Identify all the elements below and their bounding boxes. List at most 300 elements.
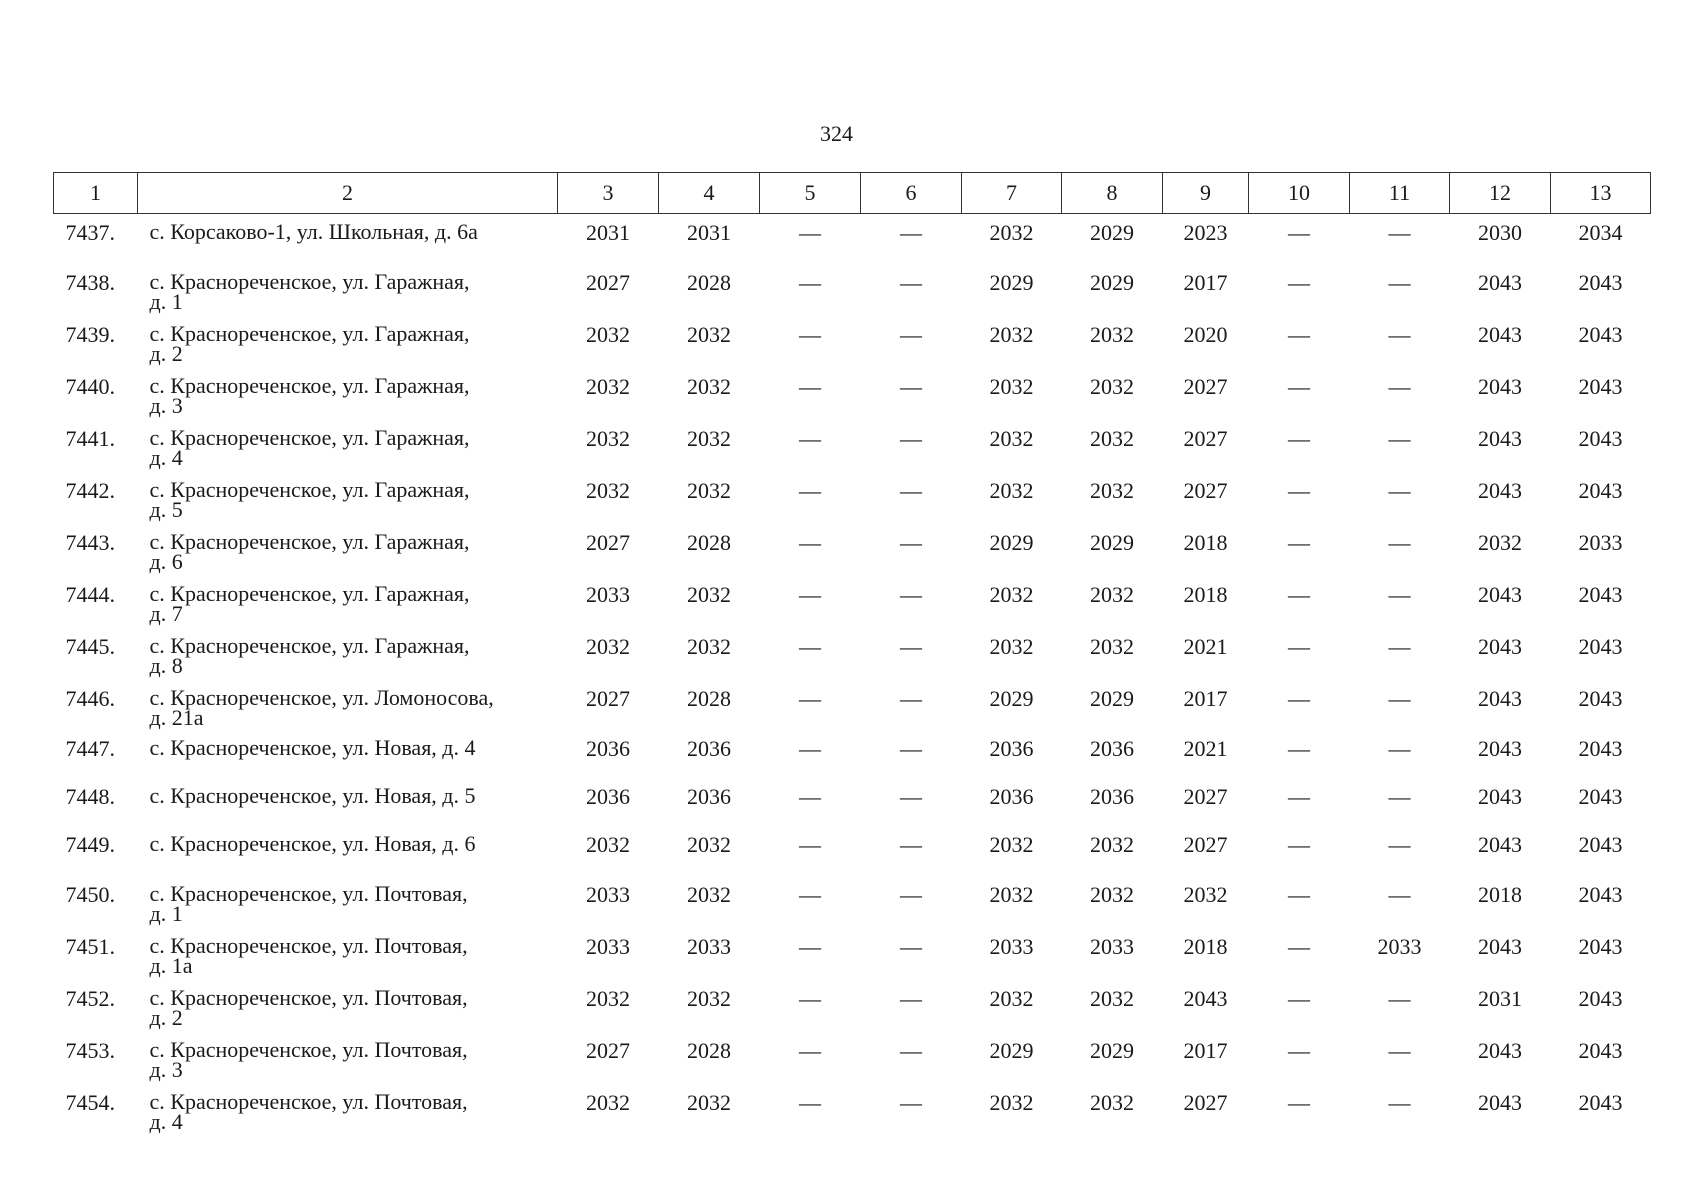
row-number: 7439.: [65, 322, 115, 347]
value-cell: 2027: [1183, 374, 1228, 399]
value-cell: 2032: [687, 832, 731, 857]
value-cell: 2032: [989, 634, 1034, 659]
value-cell: —: [799, 478, 821, 503]
value-cell: 2043: [1478, 374, 1522, 399]
column-header: 10: [1249, 173, 1350, 214]
value-cell: —: [799, 530, 821, 555]
address-line: д. 6: [149, 549, 183, 574]
value-cell: 2043: [1578, 882, 1623, 907]
row-number: 7448.: [65, 784, 115, 809]
table-row: [54, 470, 1651, 522]
address-line: с. Краснореченское, ул. Почтовая,: [149, 1089, 468, 1114]
address-cell: [138, 778, 558, 826]
value-cell: 2032: [1090, 582, 1134, 607]
column-header: 5: [760, 173, 861, 214]
value-cell: —: [799, 832, 821, 857]
value-cell: 2033: [1578, 530, 1623, 555]
value-cell: —: [1288, 530, 1310, 555]
value-cell: 2032: [1183, 882, 1228, 907]
value-cell: —: [900, 220, 922, 245]
value-cell: 2027: [586, 1038, 630, 1063]
value-cell: —: [1288, 882, 1310, 907]
value-cell: 2033: [586, 934, 630, 959]
value-cell: 2032: [586, 426, 630, 451]
address-cell: [138, 678, 558, 730]
address-line: д. 2: [149, 1005, 183, 1030]
column-header: 4: [659, 173, 760, 214]
value-cell: —: [1388, 220, 1411, 245]
value-cell: 2027: [1183, 784, 1228, 809]
table-row: [54, 678, 1651, 730]
address-line: с. Краснореченское, ул. Почтовая,: [149, 933, 468, 958]
address-line: с. Корсаково-1, ул. Школьная, д. 6а: [149, 219, 478, 244]
value-cell: 2028: [687, 686, 731, 711]
value-cell: —: [799, 426, 821, 451]
value-cell: —: [799, 882, 821, 907]
value-cell: —: [1288, 934, 1310, 959]
value-cell: 2043: [1578, 374, 1623, 399]
address-line: с. Краснореченское, ул. Гаражная,: [149, 321, 470, 346]
value-cell: 2017: [1183, 686, 1228, 711]
value-cell: 2043: [1578, 1038, 1623, 1063]
table-row: [54, 262, 1651, 314]
value-cell: 2033: [989, 934, 1034, 959]
column-header: 12: [1450, 173, 1551, 214]
row-number: 7443.: [65, 530, 115, 555]
address-cell: [138, 262, 558, 314]
value-cell: —: [799, 220, 821, 245]
value-cell: 2032: [989, 322, 1034, 347]
table-row: [54, 214, 1651, 263]
table-row: [54, 730, 1651, 778]
value-cell: 2032: [687, 478, 731, 503]
address-cell: [138, 522, 558, 574]
value-cell: —: [900, 582, 922, 607]
value-cell: 2032: [586, 322, 630, 347]
value-cell: 2032: [586, 832, 630, 857]
value-cell: 2018: [1183, 582, 1228, 607]
value-cell: 2036: [586, 784, 630, 809]
value-cell: —: [1288, 374, 1310, 399]
value-cell: 2027: [1183, 426, 1228, 451]
value-cell: 2032: [1090, 374, 1134, 399]
value-cell: 2036: [687, 736, 731, 761]
value-cell: —: [799, 374, 821, 399]
address-line: д. 1: [149, 901, 183, 926]
table-row: [54, 574, 1651, 626]
value-cell: —: [1288, 1090, 1310, 1115]
value-cell: 2020: [1183, 322, 1228, 347]
row-number: 7454.: [65, 1090, 115, 1115]
address-cell: [138, 1030, 558, 1082]
value-cell: 2032: [989, 374, 1034, 399]
value-cell: 2028: [687, 530, 731, 555]
address-line: д. 1: [149, 289, 183, 314]
column-header: 9: [1163, 173, 1249, 214]
value-cell: —: [1388, 1090, 1411, 1115]
value-cell: 2029: [1090, 686, 1134, 711]
value-cell: 2031: [586, 220, 630, 245]
value-cell: —: [1288, 1038, 1310, 1063]
value-cell: 2032: [989, 882, 1034, 907]
table-row: [54, 314, 1651, 366]
address-cell: [138, 214, 558, 263]
address-line: с. Краснореченское, ул. Гаражная,: [149, 373, 470, 398]
value-cell: 2043: [1478, 322, 1522, 347]
value-cell: —: [900, 322, 922, 347]
value-cell: —: [1388, 374, 1411, 399]
value-cell: —: [900, 1090, 922, 1115]
value-cell: 2043: [1478, 832, 1522, 857]
value-cell: 2032: [1090, 986, 1134, 1011]
value-cell: 2043: [1578, 426, 1623, 451]
value-cell: —: [799, 986, 821, 1011]
value-cell: 2043: [1578, 322, 1623, 347]
table-row: [54, 626, 1651, 678]
column-header: 3: [558, 173, 659, 214]
value-cell: 2032: [687, 582, 731, 607]
row-number: 7449.: [65, 832, 115, 857]
value-cell: —: [799, 322, 821, 347]
value-cell: 2031: [687, 220, 731, 245]
value-cell: 2032: [989, 478, 1034, 503]
address-line: с. Краснореченское, ул. Гаражная,: [149, 477, 470, 502]
value-cell: 2032: [989, 426, 1034, 451]
value-cell: —: [900, 530, 922, 555]
value-cell: 2032: [989, 220, 1034, 245]
value-cell: —: [799, 736, 821, 761]
address-cell: [138, 366, 558, 418]
value-cell: 2018: [1183, 934, 1228, 959]
value-cell: 2032: [1090, 832, 1134, 857]
value-cell: 2043: [1578, 784, 1623, 809]
value-cell: —: [799, 1090, 821, 1115]
value-cell: 2032: [989, 582, 1034, 607]
value-cell: —: [1388, 582, 1411, 607]
address-line: д. 7: [149, 601, 183, 626]
table-body: [54, 214, 1651, 1135]
address-line: с. Краснореченское, ул. Почтовая,: [149, 881, 468, 906]
value-cell: —: [1388, 784, 1411, 809]
value-cell: 2029: [989, 530, 1034, 555]
value-cell: —: [1388, 322, 1411, 347]
row-number: 7441.: [65, 426, 115, 451]
value-cell: 2029: [1090, 1038, 1134, 1063]
column-header: 13: [1551, 173, 1651, 214]
value-cell: —: [799, 1038, 821, 1063]
table-row: [54, 778, 1651, 826]
value-cell: —: [1288, 322, 1310, 347]
value-cell: —: [900, 736, 922, 761]
value-cell: 2043: [1478, 426, 1522, 451]
value-cell: 2043: [1478, 934, 1522, 959]
value-cell: 2032: [586, 374, 630, 399]
address-cell: [138, 1082, 558, 1134]
value-cell: —: [900, 832, 922, 857]
column-header: 7: [962, 173, 1062, 214]
value-cell: —: [1288, 832, 1310, 857]
address-line: д. 1а: [149, 953, 193, 978]
address-line: с. Краснореченское, ул. Новая, д. 4: [149, 735, 476, 760]
value-cell: 2032: [989, 986, 1034, 1011]
value-cell: 2033: [1377, 934, 1422, 959]
value-cell: —: [799, 634, 821, 659]
value-cell: 2043: [1183, 986, 1228, 1011]
address-line: с. Краснореченское, ул. Гаражная,: [149, 269, 470, 294]
value-cell: 2032: [586, 634, 630, 659]
value-cell: 2029: [1090, 220, 1134, 245]
address-line: д. 2: [149, 341, 183, 366]
value-cell: 2036: [1090, 736, 1134, 761]
value-cell: 2032: [687, 426, 731, 451]
value-cell: 2043: [1478, 1090, 1522, 1115]
address-line: д. 3: [149, 393, 183, 418]
column-header: 8: [1062, 173, 1163, 214]
address-line: д. 3: [149, 1057, 183, 1082]
value-cell: 2017: [1183, 1038, 1228, 1063]
page-number: 324: [820, 121, 853, 146]
value-cell: —: [900, 270, 922, 295]
value-cell: 2029: [1090, 270, 1134, 295]
value-cell: 2032: [687, 1090, 731, 1115]
column-header: 11: [1350, 173, 1450, 214]
row-number: 7442.: [65, 478, 115, 503]
address-line: с. Краснореченское, ул. Ломоносова,: [149, 685, 494, 710]
address-line: д. 21а: [149, 705, 204, 730]
value-cell: —: [799, 686, 821, 711]
column-header: 1: [54, 173, 138, 214]
value-cell: —: [799, 934, 821, 959]
value-cell: 2043: [1478, 686, 1522, 711]
table-row: [54, 978, 1651, 1030]
row-number: 7446.: [65, 686, 115, 711]
table-row: [54, 366, 1651, 418]
value-cell: 2031: [1478, 986, 1522, 1011]
address-cell: [138, 626, 558, 678]
value-cell: 2027: [586, 270, 630, 295]
value-cell: —: [1288, 736, 1310, 761]
row-number: 7451.: [65, 934, 115, 959]
value-cell: 2032: [989, 832, 1034, 857]
address-cell: [138, 826, 558, 874]
value-cell: 2032: [687, 374, 731, 399]
value-cell: —: [1288, 784, 1310, 809]
value-cell: —: [799, 270, 821, 295]
value-cell: —: [1288, 426, 1310, 451]
table-row: [54, 874, 1651, 926]
address-line: с. Краснореченское, ул. Гаражная,: [149, 529, 470, 554]
row-number: 7453.: [65, 1038, 115, 1063]
table-row: [54, 1082, 1651, 1134]
value-cell: 2033: [687, 934, 731, 959]
address-line: с. Краснореченское, ул. Почтовая,: [149, 1037, 468, 1062]
value-cell: —: [799, 784, 821, 809]
value-cell: 2029: [989, 270, 1034, 295]
value-cell: 2043: [1578, 582, 1623, 607]
value-cell: 2018: [1183, 530, 1228, 555]
value-cell: 2028: [687, 1038, 731, 1063]
value-cell: 2043: [1478, 478, 1522, 503]
row-number: 7440.: [65, 374, 115, 399]
value-cell: 2036: [687, 784, 731, 809]
value-cell: —: [1388, 478, 1411, 503]
value-cell: 2033: [586, 882, 630, 907]
value-cell: —: [900, 478, 922, 503]
value-cell: 2017: [1183, 270, 1228, 295]
value-cell: 2032: [1090, 322, 1134, 347]
address-line: д. 4: [149, 1109, 183, 1134]
value-cell: 2034: [1578, 220, 1623, 245]
value-cell: 2032: [1090, 634, 1134, 659]
value-cell: 2036: [989, 736, 1034, 761]
value-cell: 2032: [1090, 882, 1134, 907]
row-number: 7444.: [65, 582, 115, 607]
value-cell: —: [1388, 1038, 1411, 1063]
row-number: 7438.: [65, 270, 115, 295]
value-cell: —: [1288, 582, 1310, 607]
value-cell: 2043: [1578, 686, 1623, 711]
value-cell: —: [900, 882, 922, 907]
address-line: с. Краснореченское, ул. Гаражная,: [149, 633, 470, 658]
value-cell: —: [1388, 986, 1411, 1011]
value-cell: 2036: [1090, 784, 1134, 809]
value-cell: 2032: [687, 634, 731, 659]
address-cell: [138, 314, 558, 366]
table-row: [54, 926, 1651, 978]
value-cell: —: [900, 426, 922, 451]
value-cell: 2032: [586, 1090, 630, 1115]
value-cell: —: [1288, 270, 1310, 295]
value-cell: 2021: [1183, 634, 1228, 659]
value-cell: —: [900, 986, 922, 1011]
address-cell: [138, 926, 558, 978]
column-header: 2: [138, 173, 558, 214]
row-number: 7452.: [65, 986, 115, 1011]
value-cell: —: [900, 686, 922, 711]
address-cell: [138, 978, 558, 1030]
address-cell: [138, 874, 558, 926]
value-cell: —: [1288, 634, 1310, 659]
column-header: 6: [861, 173, 962, 214]
value-cell: 2043: [1478, 634, 1522, 659]
value-cell: 2043: [1478, 270, 1522, 295]
address-cell: [138, 418, 558, 470]
address-line: д. 8: [149, 653, 183, 678]
value-cell: 2027: [1183, 832, 1228, 857]
value-cell: —: [900, 934, 922, 959]
value-cell: 2029: [1090, 530, 1134, 555]
address-line: с. Краснореченское, ул. Гаражная,: [149, 425, 470, 450]
value-cell: 2028: [687, 270, 731, 295]
value-cell: —: [1388, 270, 1411, 295]
address-cell: [138, 470, 558, 522]
address-line: с. Краснореченское, ул. Новая, д. 6: [149, 831, 476, 856]
value-cell: 2043: [1578, 634, 1623, 659]
value-cell: —: [900, 1038, 922, 1063]
value-cell: 2036: [586, 736, 630, 761]
address-cell: [138, 730, 558, 778]
value-cell: —: [1388, 686, 1411, 711]
value-cell: 2043: [1578, 1090, 1623, 1115]
value-cell: —: [1388, 634, 1411, 659]
value-cell: 2032: [989, 1090, 1034, 1115]
value-cell: 2043: [1578, 270, 1623, 295]
value-cell: 2032: [586, 986, 630, 1011]
address-line: с. Краснореченское, ул. Гаражная,: [149, 581, 470, 606]
value-cell: 2043: [1578, 832, 1623, 857]
row-number: 7445.: [65, 634, 115, 659]
table-row: [54, 826, 1651, 874]
value-cell: 2027: [1183, 478, 1228, 503]
value-cell: 2043: [1478, 582, 1522, 607]
value-cell: —: [1388, 832, 1411, 857]
value-cell: —: [1288, 220, 1310, 245]
address-line: с. Краснореченское, ул. Почтовая,: [149, 985, 468, 1010]
value-cell: 2032: [1090, 426, 1134, 451]
header-row: [54, 173, 1651, 214]
value-cell: —: [900, 374, 922, 399]
value-cell: 2043: [1578, 934, 1623, 959]
value-cell: 2036: [989, 784, 1034, 809]
value-cell: 2021: [1183, 736, 1228, 761]
value-cell: 2029: [989, 1038, 1034, 1063]
table-row: [54, 418, 1651, 470]
value-cell: —: [1288, 986, 1310, 1011]
address-line: д. 4: [149, 445, 183, 470]
value-cell: 2043: [1478, 784, 1522, 809]
table-row: [54, 1030, 1651, 1082]
row-number: 7450.: [65, 882, 115, 907]
value-cell: 2043: [1578, 478, 1623, 503]
value-cell: 2033: [1090, 934, 1134, 959]
value-cell: 2032: [1090, 1090, 1134, 1115]
row-number: 7437.: [65, 220, 115, 245]
value-cell: 2043: [1478, 736, 1522, 761]
value-cell: —: [799, 582, 821, 607]
value-cell: 2032: [687, 986, 731, 1011]
table-row: [54, 522, 1651, 574]
value-cell: 2043: [1578, 736, 1623, 761]
value-cell: 2027: [1183, 1090, 1228, 1115]
value-cell: —: [1288, 686, 1310, 711]
value-cell: 2033: [586, 582, 630, 607]
value-cell: —: [1388, 426, 1411, 451]
value-cell: 2032: [687, 882, 731, 907]
value-cell: 2043: [1478, 1038, 1522, 1063]
value-cell: 2032: [1090, 478, 1134, 503]
value-cell: —: [900, 784, 922, 809]
value-cell: 2032: [1478, 530, 1522, 555]
value-cell: —: [1388, 736, 1411, 761]
value-cell: —: [1388, 530, 1411, 555]
value-cell: 2032: [687, 322, 731, 347]
address-line: с. Краснореченское, ул. Новая, д. 5: [149, 783, 476, 808]
data-table: [53, 172, 1651, 1134]
value-cell: 2023: [1183, 220, 1228, 245]
value-cell: —: [1288, 478, 1310, 503]
value-cell: 2029: [989, 686, 1034, 711]
value-cell: 2018: [1478, 882, 1522, 907]
value-cell: —: [1388, 882, 1411, 907]
address-cell: [138, 574, 558, 626]
value-cell: 2027: [586, 686, 630, 711]
address-line: д. 5: [149, 497, 183, 522]
value-cell: 2030: [1478, 220, 1522, 245]
value-cell: 2032: [586, 478, 630, 503]
row-number: 7447.: [65, 736, 115, 761]
value-cell: 2043: [1578, 986, 1623, 1011]
value-cell: 2027: [586, 530, 630, 555]
